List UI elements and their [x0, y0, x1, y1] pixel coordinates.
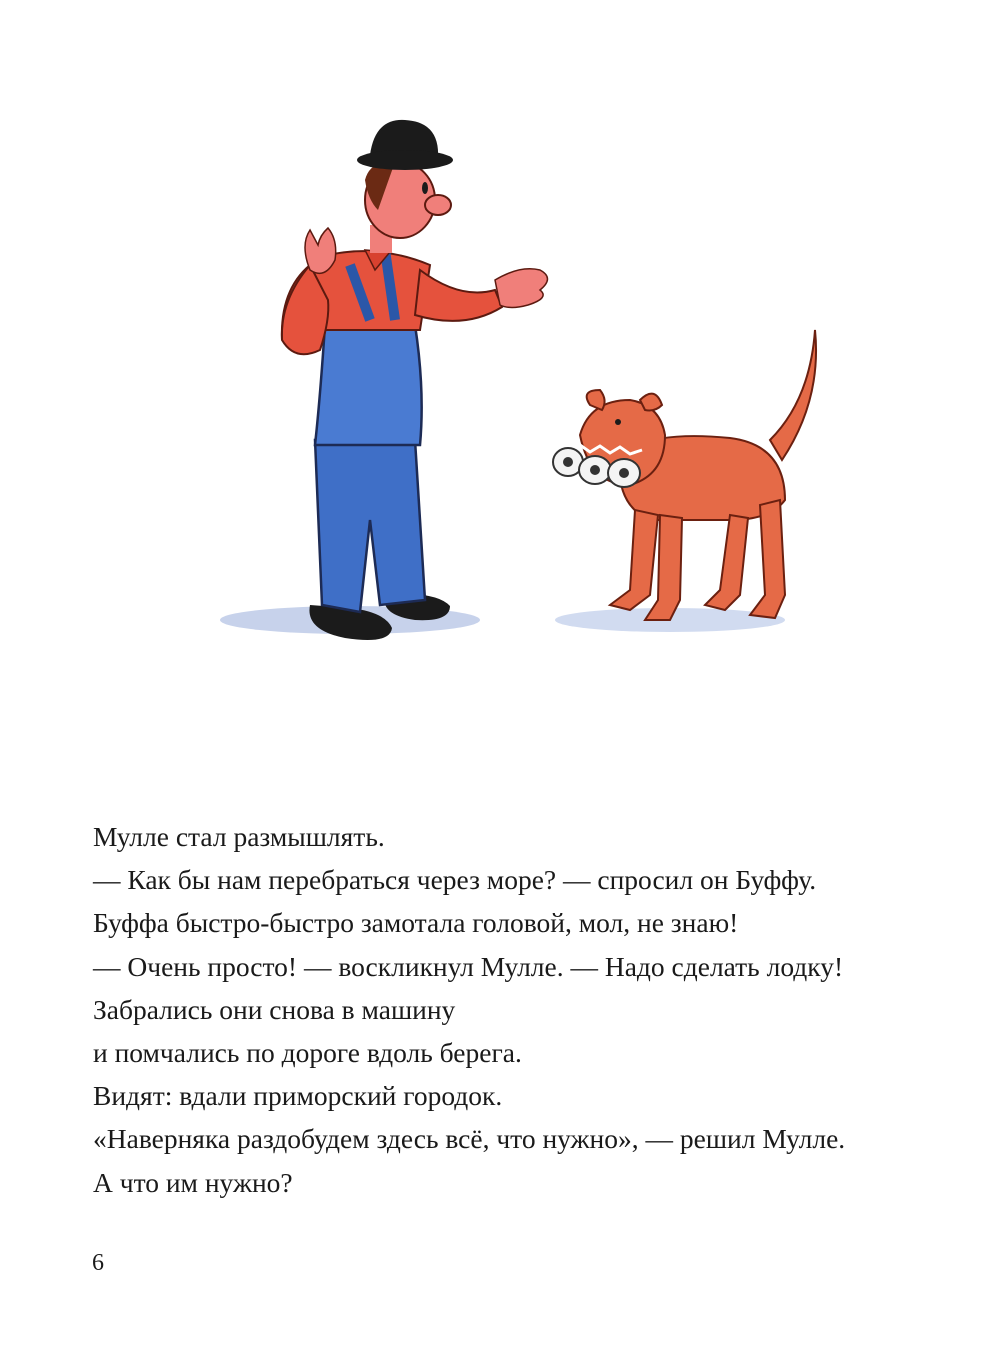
- text-line: Видят: вдали приморский городок.: [93, 1080, 503, 1112]
- text-line: Забрались они снова в машину: [93, 993, 456, 1025]
- text-line: Мулле стал размышлять.: [93, 821, 385, 852]
- illustration-drawing: [210, 100, 840, 660]
- dog-figure: [553, 330, 816, 620]
- text-line: — Очень просто! — воскликнул Мулле. — Надо сделать лодку!: [93, 950, 844, 982]
- text-line: и помчались по дороге вдоль берега.: [93, 1037, 522, 1069]
- text-line: — Как бы нам перебраться через море? — спросил он Буффу.: [93, 864, 817, 896]
- story-text: [93, 815, 993, 1204]
- text-line: А что им нужно?: [93, 1166, 293, 1198]
- text-line: Буффа быстро-быстро замотала головой, мол, не знаю!: [93, 907, 739, 939]
- page-number: 6: [92, 1250, 104, 1276]
- man-figure: [282, 120, 548, 640]
- text-line: «Наверняка раздобудем здесь всё, что нужно», — решил Мулле.: [93, 1123, 846, 1155]
- illustration: [210, 100, 840, 660]
- bowler-hat: [357, 120, 453, 170]
